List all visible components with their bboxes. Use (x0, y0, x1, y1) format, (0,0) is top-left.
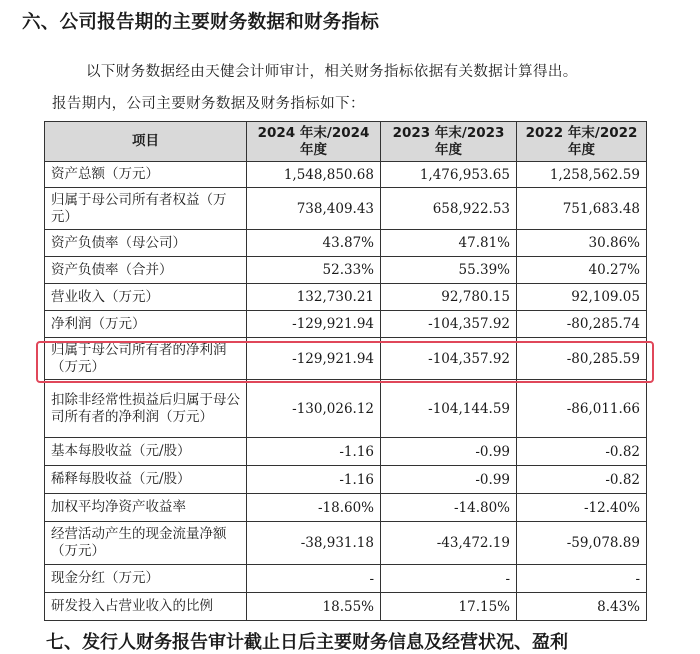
table-row (45, 522, 647, 565)
row-item: 研发投入占营业收入的比例 (45, 593, 247, 621)
value-2022: -12.40% (517, 494, 647, 522)
value-2024: -38,931.18 (247, 522, 381, 565)
value-2022: 40.27% (517, 257, 647, 284)
table-row (45, 188, 647, 230)
row-item: 稀释每股收益（元/股） (45, 466, 247, 494)
value-2022: -80,285.74 (517, 311, 647, 338)
value-2024: - (247, 565, 381, 593)
value-2024: -129,921.94 (247, 311, 381, 338)
value-2022: -86,011.66 (517, 380, 647, 438)
value-2022: 30.86% (517, 230, 647, 257)
value-2024: 43.87% (247, 230, 381, 257)
value-2022: -80,285.59 (517, 338, 647, 380)
value-2023: -104,357.92 (381, 311, 517, 338)
value-2024: 18.55% (247, 593, 381, 621)
value-2024: 52.33% (247, 257, 381, 284)
header-2024: 2024 年末/2024 年度 (247, 122, 381, 162)
header-2023: 2023 年末/2023 年度 (381, 122, 517, 162)
value-2022: -0.82 (517, 466, 647, 494)
value-2022: 751,683.48 (517, 188, 647, 230)
table-row (45, 565, 647, 593)
row-item: 加权平均净资产收益率 (45, 494, 247, 522)
highlight-box (36, 341, 654, 383)
value-2024: -129,921.94 (247, 338, 381, 380)
table-row (45, 494, 647, 522)
row-item: 资产总额（万元） (45, 162, 247, 188)
header-item: 项目 (45, 122, 247, 162)
value-2023: 17.15% (381, 593, 517, 621)
value-2022: -0.82 (517, 438, 647, 466)
intro-line-1: 以下财务数据经由天健会计师审计，相关财务指标依据有关数据计算得出。 (86, 64, 578, 80)
table-row (45, 284, 647, 311)
value-2023: -104,144.59 (381, 380, 517, 438)
table-row (45, 466, 647, 494)
value-2024: 132,730.21 (247, 284, 381, 311)
row-item: 归属于母公司所有者权益（万元） (45, 188, 247, 230)
value-2022: -59,078.89 (517, 522, 647, 565)
value-2022: - (517, 565, 647, 593)
table-row (45, 230, 647, 257)
row-item: 基本每股收益（元/股） (45, 438, 247, 466)
intro-line-2: 报告期内，公司主要财务数据及财务指标如下： (52, 96, 365, 112)
table-row (45, 162, 647, 188)
value-2023: -0.99 (381, 466, 517, 494)
table-row (45, 257, 647, 284)
row-item: 资产负债率（母公司） (45, 230, 247, 257)
value-2024: -1.16 (247, 466, 381, 494)
value-2024: 1,548,850.68 (247, 162, 381, 188)
table-header-row (45, 122, 647, 162)
value-2023: 47.81% (381, 230, 517, 257)
value-2023: -0.99 (381, 438, 517, 466)
value-2022: 92,109.05 (517, 284, 647, 311)
value-2024: 738,409.43 (247, 188, 381, 230)
row-item: 净利润（万元） (45, 311, 247, 338)
value-2023: 55.39% (381, 257, 517, 284)
value-2023: 1,476,953.65 (381, 162, 517, 188)
value-2024: -1.16 (247, 438, 381, 466)
row-item: 扣除非经常性损益后归属于母公司所有者的净利润（万元） (45, 380, 247, 438)
row-item: 营业收入（万元） (45, 284, 247, 311)
table-row (45, 380, 647, 438)
value-2023: 92,780.15 (381, 284, 517, 311)
row-item: 资产负债率（合并） (45, 257, 247, 284)
value-2023: - (381, 565, 517, 593)
value-2022: 1,258,562.59 (517, 162, 647, 188)
next-section-heading: 七、发行人财务报告审计截止日后主要财务信息及经营状况、盈利 (46, 632, 568, 653)
row-item: 经营活动产生的现金流量净额（万元） (45, 522, 247, 565)
value-2023: -43,472.19 (381, 522, 517, 565)
table-row (45, 593, 647, 621)
value-2024: -130,026.12 (247, 380, 381, 438)
header-2022: 2022 年末/2022 年度 (517, 122, 647, 162)
value-2022: 8.43% (517, 593, 647, 621)
table-row (45, 311, 647, 338)
value-2023: -104,357.92 (381, 338, 517, 380)
row-item: 归属于母公司所有者的净利润（万元） (45, 338, 247, 380)
row-item: 现金分红（万元） (45, 565, 247, 593)
value-2023: 658,922.53 (381, 188, 517, 230)
value-2024: -18.60% (247, 494, 381, 522)
table-row (45, 438, 647, 466)
section-heading: 六、公司报告期的主要财务数据和财务指标 (22, 12, 380, 33)
value-2023: -14.80% (381, 494, 517, 522)
